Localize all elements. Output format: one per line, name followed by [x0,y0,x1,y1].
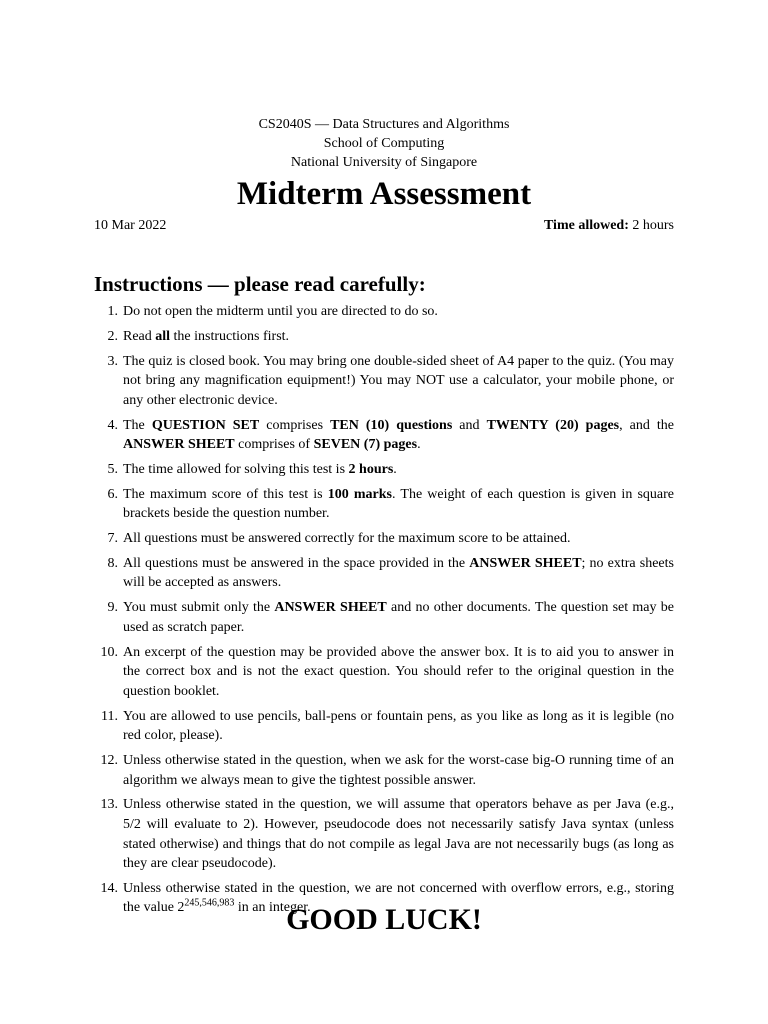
instruction-text: Unless otherwise stated in the question, we are not concerned with overflow errors, e.g., storing the value 2 [123,880,674,916]
university-name: National University of Singapore [290,155,478,170]
instruction-number: 5. [107,461,118,477]
instruction-text: TWENTY (20) pages [486,417,620,433]
instruction-text: An excerpt of the question may be provided above the answer box. It is to aid you to answer in the correct box and is not the exact question. You should refer to the original question in the question booklet. [123,644,674,699]
course-name: CS2040S — Data Structures and Algorithms [258,117,510,132]
instruction-item [94,529,674,549]
instruction-text: ANSWER SHEET [123,437,235,453]
instruction-text: ANSWER SHEET [469,555,582,571]
instruction-text: You must submit only the [123,600,275,616]
instruction-item [94,485,674,524]
instruction-text: . [393,461,397,477]
instruction-text: comprises [259,417,331,433]
instruction-item [94,795,674,873]
instruction-text: . The weight of each question is given in square brackets beside the question number. [123,486,674,522]
instruction-text: ; no extra sheets will be accepted as answers. [123,555,674,591]
instruction-text: , and the [619,417,675,433]
instruction-number: 7. [107,531,118,547]
document-title: Midterm Assessment [236,176,532,212]
instruction-text: The maximum score of this test is [123,486,328,502]
instruction-text: TEN (10) questions [330,417,453,433]
school-name: School of Computing [323,136,445,151]
instruction-text: all [155,328,171,344]
instruction-text: All questions must be answered in the space provided in the [123,555,470,571]
instruction-number: 8. [107,555,118,571]
instruction-text: ANSWER SHEET [274,600,387,616]
instruction-item [94,643,674,702]
instruction-number: 6. [107,486,118,502]
instruction-text: The [123,417,152,433]
instruction-text: QUESTION SET [151,417,260,433]
instruction-number: 12. [100,752,118,768]
instruction-text: The time allowed for solving this test is [123,461,349,477]
instruction-item [94,327,674,347]
instruction-number: 9. [107,600,118,616]
instruction-item [94,352,674,411]
instruction-text: comprises of [234,437,314,453]
instruction-text: You are allowed to use pencils, ball-pens or fountain pens, as you like as long as it is legible (no red color, please). [123,708,674,744]
instruction-text: in an integer. [234,900,311,916]
instruction-item [94,751,674,790]
time-allowed-value: 2 hours [632,218,674,233]
instruction-item [94,460,674,480]
instruction-text: SEVEN (7) pages [313,437,418,453]
exam-date: 10 Mar 2022 [94,218,167,233]
instructions-heading: Instructions — please read carefully: [94,272,426,296]
instruction-number: 10. [100,644,118,660]
instruction-item [94,554,674,593]
instruction-text: The quiz is closed book. You may bring one double-sided sheet of A4 paper to the quiz. (You may not bring any magnification equipment!) You may NOT use a calculator, your mobile phone, or any other electronic device. [123,353,674,408]
instruction-item [94,302,674,322]
instruction-text: Read [123,328,156,344]
time-allowed-label: Time allowed: [543,218,629,233]
instruction-number: 14. [100,880,118,896]
instruction-text: and no other documents. The question set may be used as scratch paper. [123,600,674,635]
instruction-text: Unless otherwise stated in the question, we will assume that operators behave as per Java (e.g., 5/2 will evaluate to 2). However, pseudocode does not necessarily satisfy Java syntax (unless stated otherwise) and things that do not compile as legal Java are not necessarily bugs (as long as they are clear pseudocode). [123,797,674,872]
closing-message: GOOD LUCK! [286,903,482,936]
instruction-text: . [417,437,421,453]
instruction-item [94,416,674,455]
instruction-number: 13. [100,797,118,813]
instruction-text: 2 hours [348,461,394,477]
instruction-text: 245,546,983 [184,897,235,909]
instruction-item [94,598,674,637]
instruction-text: Unless otherwise stated in the question, when we ask for the worst-case big-O running time of an algorithm we always mean to give the tightest possible answer. [123,752,674,788]
instruction-item [94,707,674,746]
instruction-text: Do not open the midterm until you are directed to do so. [123,304,438,319]
instruction-text: and [452,417,487,433]
instructions-list [94,302,674,923]
instruction-text: 100 marks [327,486,392,502]
instruction-text: the instructions first. [170,328,290,344]
instruction-number: 11. [101,708,118,724]
instruction-text: All questions must be answered correctly for the maximum score to be attained. [123,531,571,547]
instruction-number: 2. [107,328,118,344]
instruction-number: 4. [107,417,118,433]
document-header [0,115,768,172]
instruction-number: 3. [107,353,118,369]
instruction-number: 1. [107,304,118,319]
time-allowed [544,216,674,235]
